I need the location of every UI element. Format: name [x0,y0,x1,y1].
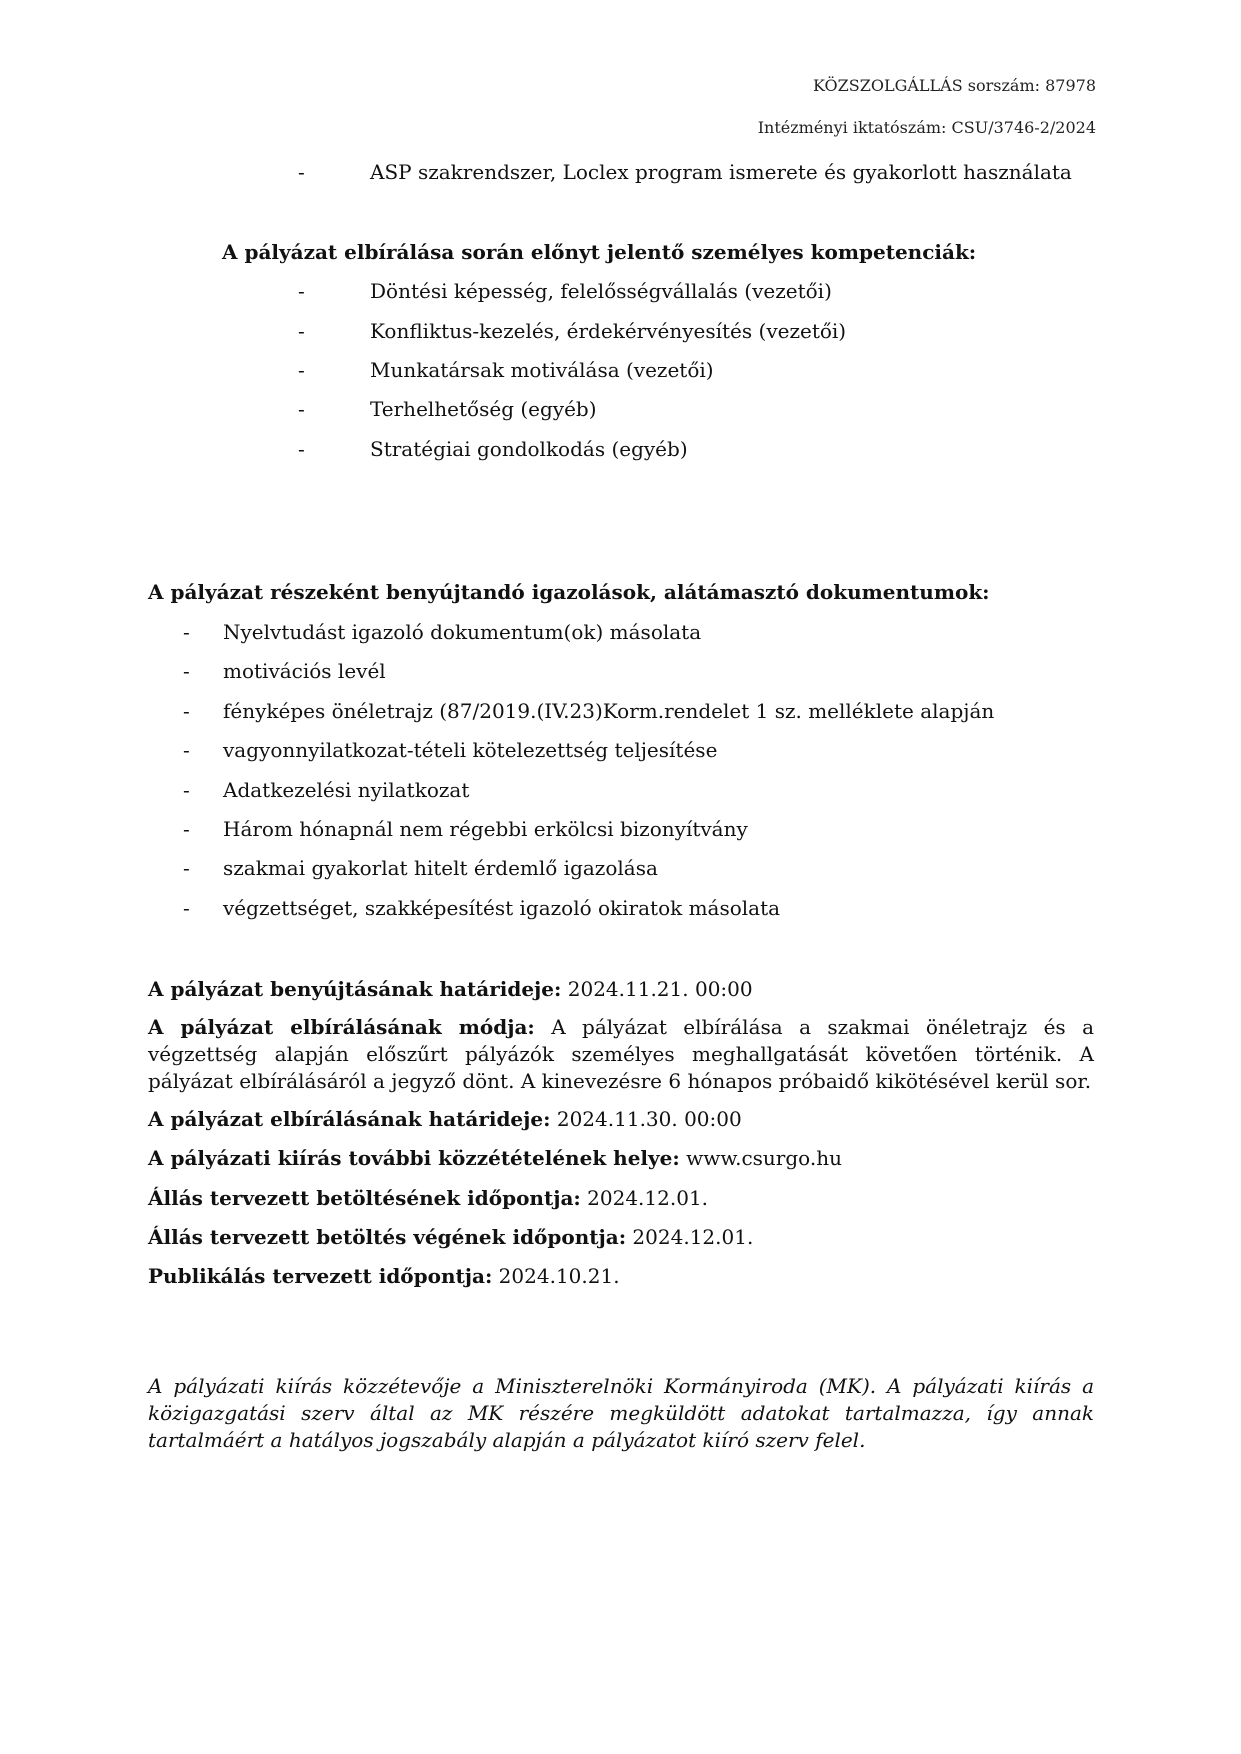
planned-start-value: 2024.12.01. [580,1186,709,1210]
publication-place [148,1146,842,1170]
dash-bullet: - [298,319,305,343]
dash-bullet: - [298,437,305,461]
dash-bullet: - [298,397,305,421]
list-item-text: motivációs levél [223,659,386,683]
planned-start-label: Állás tervezett betöltésének időpontja: [148,1186,581,1210]
documents-heading: A pályázat részeként benyújtandó igazolások, alátámasztó dokumentumok: [148,580,990,604]
planned-end-label: Állás tervezett betöltés végének időpontja: [148,1225,627,1249]
dash-bullet: - [298,279,305,303]
competencies-heading: A pályázat elbírálása során előnyt jelentő személyes kompetenciák: [222,240,977,264]
serial-number: KÖZSZOLGÁLLÁS sorszám: 87978 [813,76,1096,95]
evaluation-deadline-value: 2024.11.30. 00:00 [550,1107,742,1131]
list-item-text: végzettséget, szakképesítést igazoló okiratok másolata [223,896,781,920]
dash-bullet: - [183,856,190,880]
list-item-text: Adatkezelési nyilatkozat [223,778,470,802]
planned-end [148,1225,753,1249]
dash-bullet: - [183,896,190,920]
evaluation-method-value: A pályázat elbírálása a szakmai önéletrajz és a végzettség alapján előszűrt pályázók személyes meghallgatását követően történik. A pályázat elbírálásáról a jegyző dönt. A kinevezésre 6 hónapos próbaidő kikötésével kerül sor. [148,1015,1094,1093]
evaluation-deadline-label: A pályázat elbírálásának határideje: [148,1107,551,1131]
registry-number: Intézményi iktatószám: CSU/3746-2/2024 [757,118,1096,137]
evaluation-deadline [148,1107,742,1131]
evaluation-method-label: A pályázat elbírálásának módja: [148,1015,535,1039]
list-item-text: Terhelhetőség (egyéb) [370,397,597,421]
dash-bullet: - [183,817,190,841]
publication-date-value: 2024.10.21. [492,1264,620,1288]
list-item-text: vagyonnyilatkozat-tételi kötelezettség teljesítése [223,738,718,762]
list-item-text: Munkatársak motiválása (vezetői) [370,358,714,382]
publication-date [148,1264,620,1288]
list-item-text: Nyelvtudást igazoló dokumentum(ok) másolata [223,620,702,644]
submission-deadline [148,977,753,1001]
list-item-text: ASP szakrendszer, Loclex program ismerete és gyakorlott használata [370,160,1072,184]
list-item-text: Konfliktus-kezelés, érdekérvényesítés (vezetői) [370,319,847,343]
dash-bullet: - [183,699,190,723]
planned-end-value: 2024.12.01. [626,1225,754,1249]
submission-deadline-label: A pályázat benyújtásának határideje: [148,977,562,1001]
publication-place-label: A pályázati kiírás további közzétételének helye: [148,1146,680,1170]
list-item-text: szakmai gyakorlat hitelt érdemlő igazolása [223,856,658,880]
list-item-text: Három hónapnál nem régebbi erkölcsi bizonyítvány [223,817,748,841]
submission-deadline-value: 2024.11.21. 00:00 [561,977,753,1001]
list-item-text: fényképes önéletrajz (87/2019.(IV.23)Korm.rendelet 1 sz. melléklete alapján [223,699,995,723]
list-item-text: Döntési képesség, felelősségvállalás (vezetői) [370,279,832,303]
publication-date-label: Publikálás tervezett időpontja: [148,1264,493,1288]
dash-bullet: - [298,160,305,184]
dash-bullet: - [183,659,190,683]
dash-bullet: - [183,738,190,762]
dash-bullet: - [298,358,305,382]
list-item-text: Stratégiai gondolkodás (egyéb) [370,437,688,461]
dash-bullet: - [183,620,190,644]
planned-start [148,1186,708,1210]
publisher-footnote: A pályázati kiírás közzétevője a Miniszterelnöki Kormányiroda (MK). A pályázati kiírás a közigazgatási szerv által az MK részére megküldött adatokat tartalmazza, így annak tartalmáért a hatályos jogszabály alapján a pályázatot kiíró szerv felel. [148,1374,1094,1452]
evaluation-method [148,1014,1094,1095]
publication-place-value[interactable]: www.csurgo.hu [679,1146,842,1170]
dash-bullet: - [183,778,190,802]
